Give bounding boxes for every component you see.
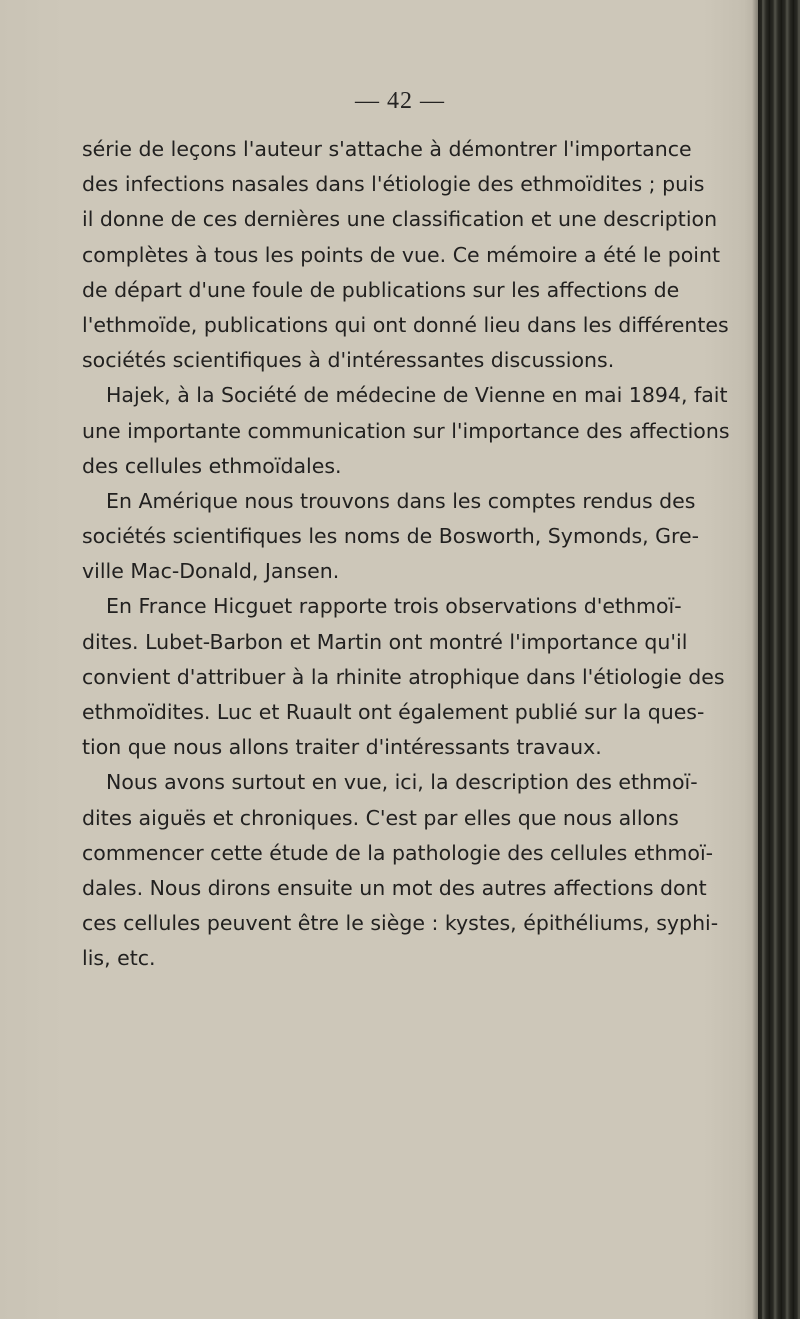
text-line: ville Mac-Donald, Jansen. [82, 559, 340, 584]
text-line: l'ethmoïde, publications qui ont donné lieu dans les différentes [82, 312, 729, 337]
text-line: sociétés scientifiques les noms de Bosworth, Symonds, Gre- [82, 524, 700, 549]
text-line: dales. Nous dirons ensuite un mot des autres affections dont [82, 875, 707, 900]
text-line: des infections nasales dans l'étiologie des ethmoïdites ; puis [82, 172, 705, 197]
text-line: ethmoïdites. Luc et Ruault ont également publié sur la ques- [82, 700, 705, 724]
text-line: commencer cette étude de la pathologie des cellules ethmoï- [82, 840, 714, 865]
text-line: une importante communication sur l'importance des affections [82, 418, 730, 443]
text-line: dites. Lubet-Barbon et Martin ont montré l'importance qu'il [82, 629, 688, 654]
text-line: sociétés scientifiques à d'intéressantes discussions. [82, 348, 615, 373]
text-line: En Amérique nous trouvons dans les comptes rendus des [106, 488, 696, 513]
text-line: ces cellules peuvent être le siège : kystes, épithéliums, syphi- [82, 911, 719, 936]
text-line: Hajek, à la Société de médecine de Vienne en mai 1894, fait [106, 383, 728, 408]
text-line: complètes à tous les points de vue. Ce mémoire a été le point [82, 242, 720, 267]
text-line: En France Hicguet rapporte trois observations d'ethmoï- [106, 594, 682, 619]
page-number: — 42 — [355, 88, 445, 114]
text-line: Nous avons surtout en vue, ici, la description des ethmoï- [106, 770, 698, 795]
text-line: convient d'attribuer à la rhinite atrophique dans l'étiologie des [82, 664, 725, 689]
text-line: dites aiguës et chroniques. C'est par elles que nous allons [82, 805, 679, 830]
text-line: il donne de ces dernières une classification et une description [82, 207, 718, 232]
text-line: des cellules ethmoïdales. [82, 453, 342, 478]
text-line: de départ d'une foule de publications sur les affections de [82, 277, 680, 302]
text-line: tion que nous allons traiter d'intéressants travaux. [82, 735, 602, 760]
text-line: lis, etc. [82, 946, 156, 971]
book-binding-edge [758, 0, 800, 1319]
text-line: série de leçons l'auteur s'attache à démontrer l'importance [82, 137, 692, 161]
body-text [82, 132, 732, 977]
